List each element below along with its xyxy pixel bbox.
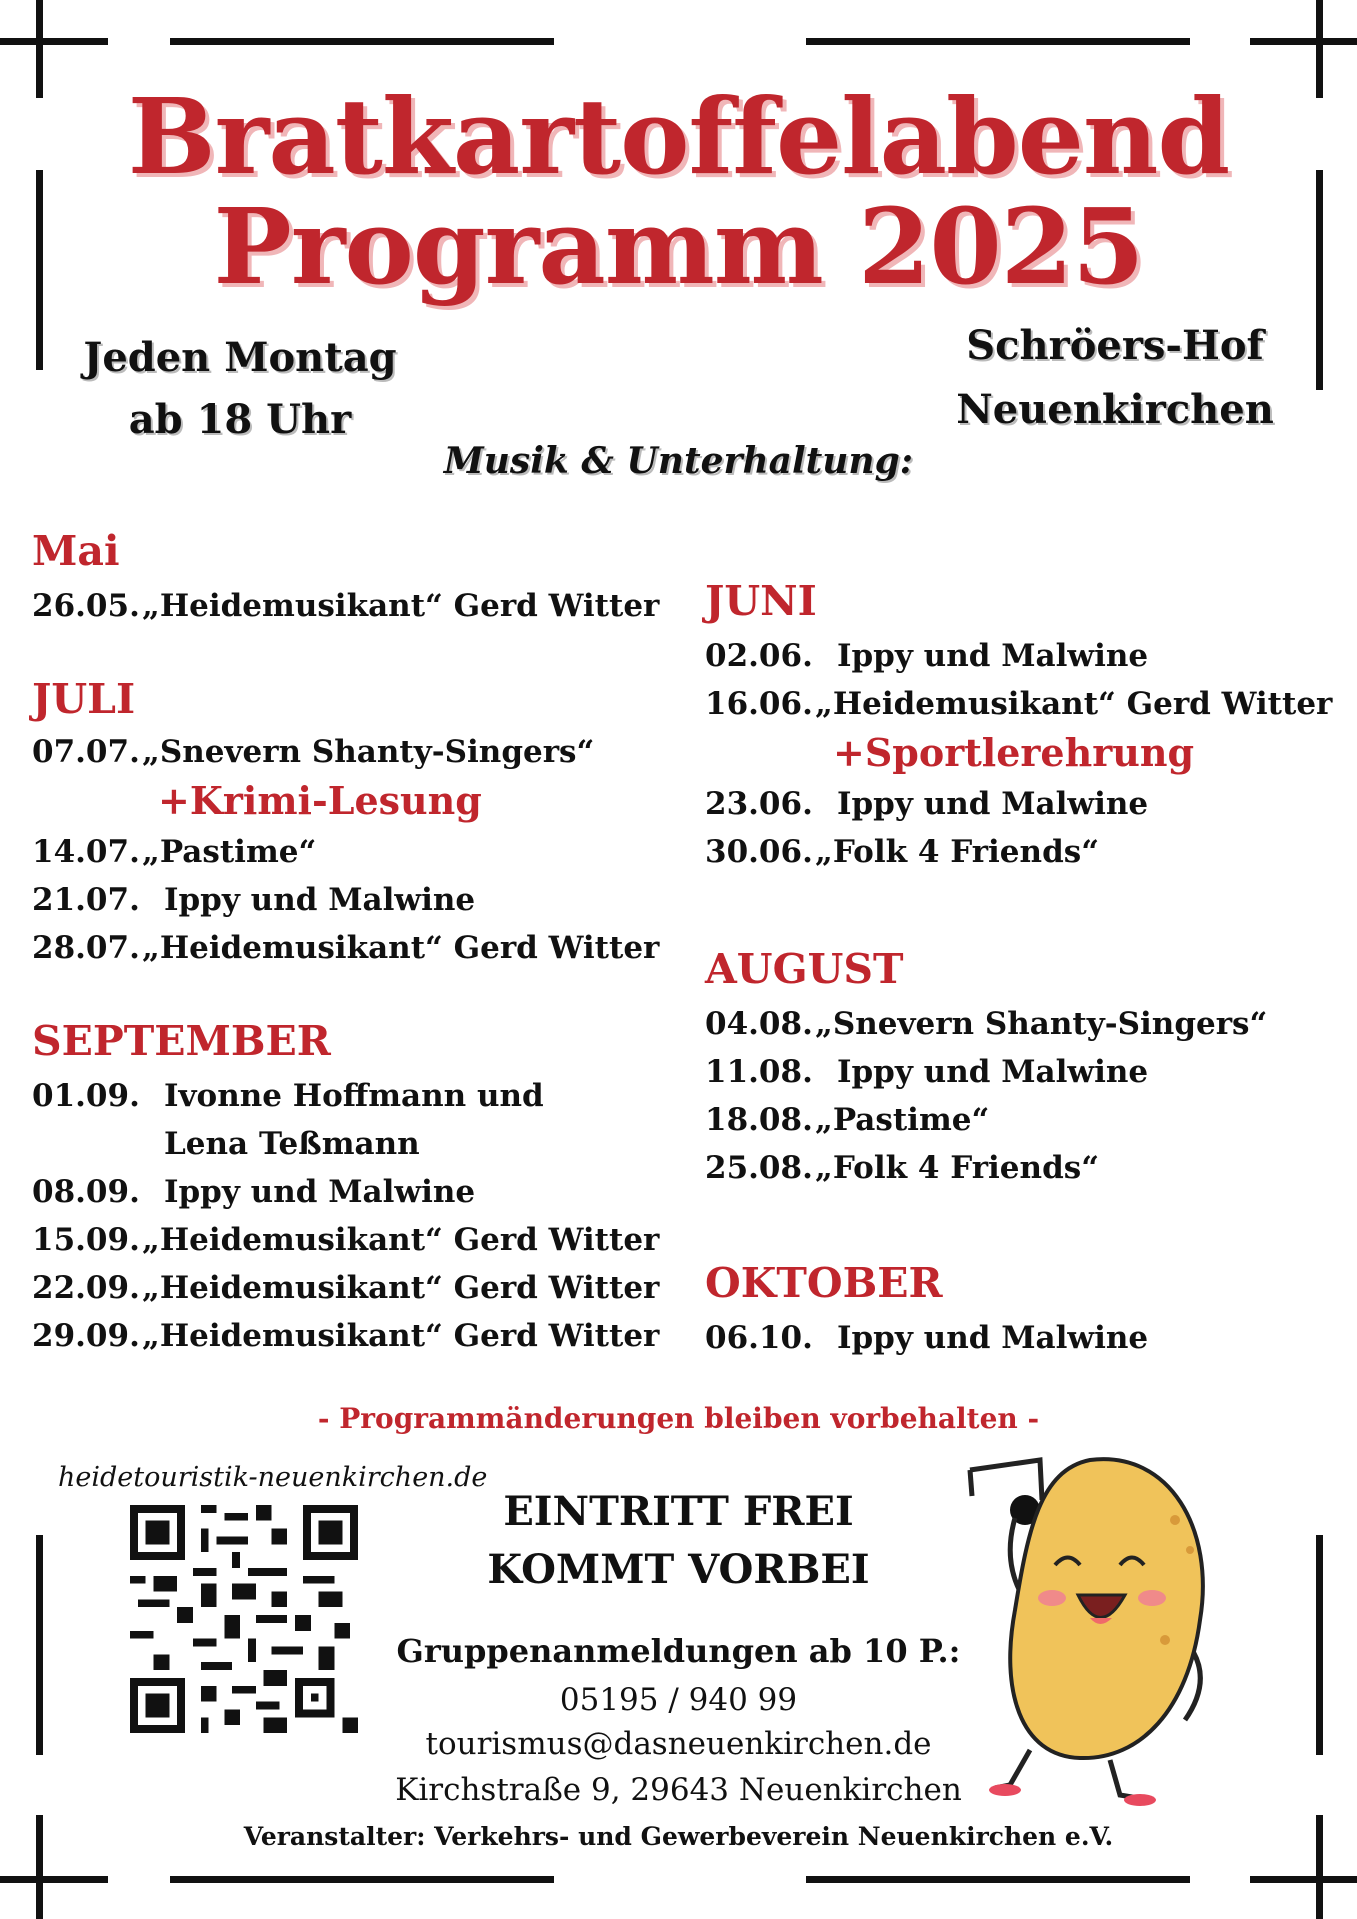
- where-line-2: Neuenkirchen: [956, 386, 1274, 433]
- program-entry: [705, 680, 1333, 728]
- program-entry: [32, 876, 672, 924]
- entry-text: „Snevern Shanty-Singers“: [142, 734, 595, 770]
- program-entry: [705, 1096, 1325, 1144]
- where-line-1: Schröers-Hof: [966, 322, 1264, 369]
- free-entry-text: EINTRITT FREI: [503, 1488, 854, 1535]
- entry-text: „Folk 4 Friends“: [815, 834, 1100, 870]
- program-entry: [705, 1000, 1325, 1048]
- title-line-2: Programm 2025: [213, 185, 1144, 308]
- dancing-potato-icon: [960, 1440, 1260, 1820]
- entry-text: „Heidemusikant“ Gerd Witter: [142, 1318, 660, 1354]
- entry-date: 06.10.: [705, 1320, 813, 1356]
- entry-text: „Heidemusikant“ Gerd Witter: [142, 588, 660, 624]
- entry-date: 18.08.: [705, 1102, 813, 1138]
- entry-text: Ivonne Hoffmann und: [164, 1078, 544, 1114]
- month-september: SEPTEMBER: [32, 1017, 331, 1065]
- subtitle: Musik & Unterhaltung:: [443, 440, 914, 482]
- entry-date: 02.06.: [705, 638, 813, 674]
- when-line-2: ab 18 Uhr: [128, 396, 352, 443]
- group-registration-text: Gruppenanmeldungen ab 10 P.:: [396, 1632, 961, 1670]
- entry-date: 21.07.: [32, 882, 140, 918]
- program-entry: [32, 582, 672, 630]
- month-oktober: OKTOBER: [705, 1259, 943, 1307]
- program-entry: [705, 1314, 1325, 1362]
- entry-text: Ippy und Malwine: [164, 1174, 476, 1210]
- program-entry: [32, 1216, 672, 1264]
- month-juni: JUNI: [705, 577, 817, 625]
- entry-text: Ippy und Malwine: [837, 786, 1149, 822]
- entry-date: 26.05.: [32, 588, 140, 624]
- entry-date: 29.09.: [32, 1318, 140, 1354]
- entry-date: 23.06.: [705, 786, 813, 822]
- program-entry: [705, 632, 1325, 680]
- program-changes-notice: - Programmänderungen bleiben vorbehalten -: [317, 1402, 1040, 1435]
- entry-text: Ippy und Malwine: [164, 882, 476, 918]
- entry-text: „Pastime“: [142, 834, 317, 870]
- entry-text: Ippy und Malwine: [837, 1320, 1149, 1356]
- program-entry: [32, 1072, 672, 1120]
- phone-number[interactable]: 05195 / 940 99: [559, 1682, 798, 1718]
- entry-date: 11.08.: [705, 1054, 813, 1090]
- street-address: Kirchstraße 9, 29643 Neuenkirchen: [395, 1772, 962, 1808]
- month-juli: JULI: [32, 675, 136, 723]
- entry-text: Ippy und Malwine: [837, 1054, 1149, 1090]
- entry-date: 08.09.: [32, 1174, 140, 1210]
- entry-date: 28.07.: [32, 930, 140, 966]
- program-entry: [32, 1264, 672, 1312]
- program-entry: [705, 780, 1325, 828]
- entry-text: „Heidemusikant“ Gerd Witter: [142, 1270, 660, 1306]
- entry-date: 25.08.: [705, 1150, 813, 1186]
- program-entry: [705, 828, 1325, 876]
- title-line-1: Bratkartoffelabend: [127, 75, 1230, 198]
- entry-date: 07.07.: [32, 734, 140, 770]
- program-entry: [32, 924, 672, 972]
- entry-text: „Pastime“: [815, 1102, 990, 1138]
- program-entry: [705, 1144, 1325, 1192]
- entry-date: 30.06.: [705, 834, 813, 870]
- organizer-text: Veranstalter: Verkehrs- und Gewerbeverein Neuenkirchen e.V.: [243, 1822, 1114, 1851]
- entry-text-continued: Lena Teßmann: [164, 1126, 420, 1162]
- entry-text: „Folk 4 Friends“: [815, 1150, 1100, 1186]
- entry-date: 01.09.: [32, 1078, 140, 1114]
- entry-extra: +Krimi-Lesung: [158, 778, 482, 823]
- come-by-text: KOMMT VORBEI: [487, 1546, 870, 1593]
- entry-date: 15.09.: [32, 1222, 140, 1258]
- email-address[interactable]: tourismus@dasneuenkirchen.de: [425, 1726, 932, 1762]
- entry-text: „Heidemusikant“ Gerd Witter: [142, 1222, 660, 1258]
- entry-text: „Heidemusikant“ Gerd Witter: [815, 686, 1333, 722]
- entry-extra: +Sportlerehrung: [833, 730, 1195, 775]
- program-entry: [32, 728, 672, 776]
- entry-text: „Heidemusikant“ Gerd Witter: [142, 930, 660, 966]
- program-entry: [32, 1168, 672, 1216]
- month-mai: Mai: [32, 527, 120, 575]
- entry-date: 22.09.: [32, 1270, 140, 1306]
- entry-date: 04.08.: [705, 1006, 813, 1042]
- month-august: AUGUST: [705, 945, 904, 993]
- entry-date: 14.07.: [32, 834, 140, 870]
- program-entry: [32, 828, 672, 876]
- entry-text: Ippy und Malwine: [837, 638, 1149, 674]
- music-note-icon: [970, 1460, 1042, 1525]
- website-link[interactable]: heidetouristik-neuenkirchen.de: [58, 1462, 488, 1493]
- entry-date: 16.06.: [705, 686, 813, 722]
- program-entry: [32, 1312, 672, 1360]
- program-entry: [705, 1048, 1325, 1096]
- entry-text: „Snevern Shanty-Singers“: [815, 1006, 1268, 1042]
- when-line-1: Jeden Montag: [83, 334, 397, 381]
